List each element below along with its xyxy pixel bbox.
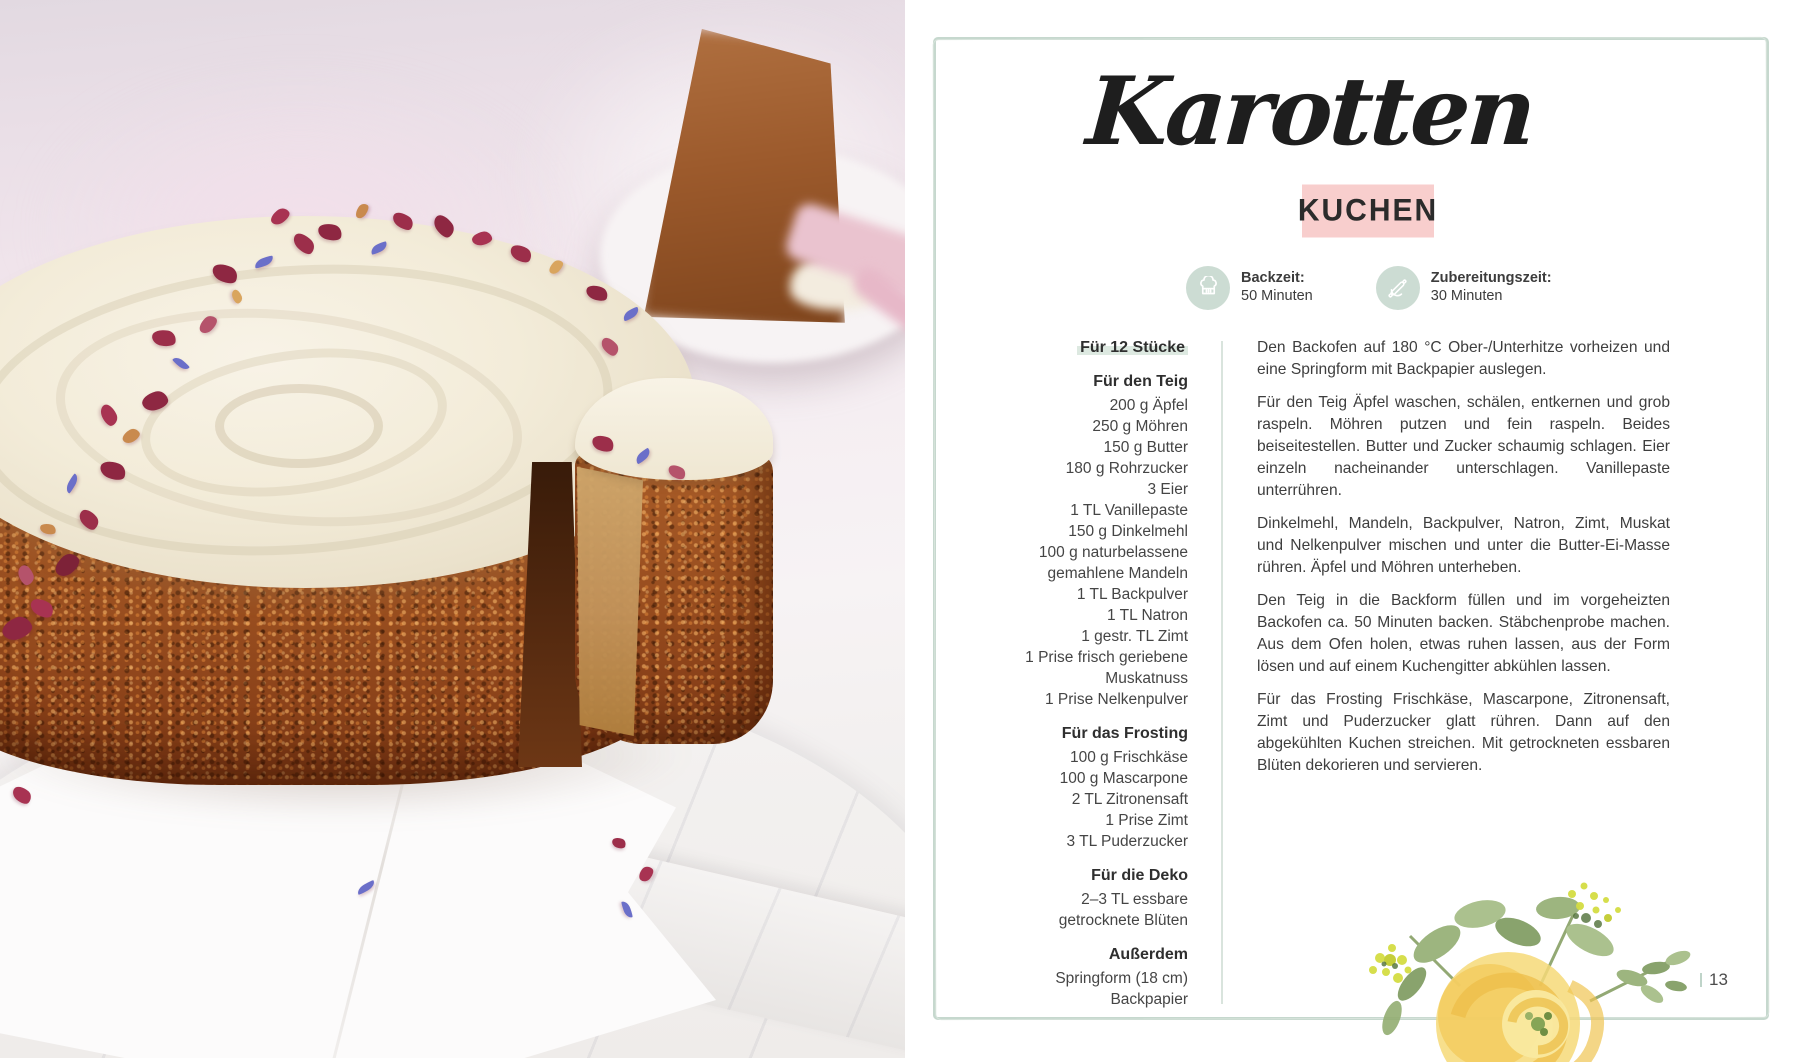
- ingredient-item: 200 g Äpfel: [1109, 397, 1188, 414]
- time-item: [1186, 266, 1313, 310]
- time-value: 30 Minuten: [1430, 288, 1503, 304]
- time-info-row: [1186, 266, 1646, 310]
- frosting-swirl: [215, 384, 383, 468]
- ingredient-item: 1 Prise Nelkenpulver: [1044, 691, 1188, 708]
- ingredient-group-heading: Für die Deko: [1091, 867, 1188, 884]
- ingredient-group-heading: Außerdem: [1108, 946, 1188, 963]
- time-value: 50 Minuten: [1241, 288, 1313, 304]
- ingredient-item: 1 TL Natron: [1107, 607, 1188, 624]
- instruction-paragraph: Dinkelmehl, Mandeln, Backpulver, Natron, Zimt, Muskat und Nelkenpulver mischen und unter die Butter-Ei-Masse rühren. Äpfel und Möhren unterheben.: [1257, 515, 1670, 576]
- watercolor-flower-illustration: [1340, 866, 1720, 1062]
- time-label: Backzeit:: [1241, 270, 1305, 286]
- ingredient-item: 1 gestr. TL Zimt: [1081, 628, 1188, 645]
- standing-cake-slice: [575, 378, 773, 750]
- ingredient-item: Springform (18 cm): [1055, 970, 1188, 987]
- ingredient-item: 100 g naturbelassene gemahlene Mandeln: [1038, 544, 1188, 582]
- ingredient-item: 100 g Frischkäse: [1069, 749, 1188, 766]
- time-item: [1376, 266, 1552, 310]
- ingredient-item: 3 TL Puderzucker: [1066, 833, 1188, 850]
- ingredient-item: 3 Eier: [1147, 481, 1188, 498]
- ingredient-group-heading: Für den Teig: [1093, 373, 1188, 390]
- ingredient-item: Backpapier: [1110, 991, 1188, 1008]
- instruction-paragraph: Den Backofen auf 180 °C Ober-/Unterhitze vorheizen und eine Springform mit Backpapier auslegen.: [1257, 339, 1670, 378]
- recipe-subtitle: KUCHEN: [1302, 185, 1434, 238]
- instructions-column: [1257, 337, 1670, 788]
- ingredient-item: 180 g Rohrzucker: [1065, 460, 1188, 477]
- page-number: 13: [1700, 970, 1728, 990]
- ingredient-item: 150 g Dinkelmehl: [1068, 523, 1188, 540]
- ingredient-item: 1 Prise Zimt: [1105, 812, 1188, 829]
- ingredient-group-heading: Für das Frosting: [1061, 725, 1188, 742]
- time-label: Zubereitungszeit:: [1430, 270, 1552, 286]
- page-number-divider: [1700, 973, 1702, 987]
- instruction-paragraph: Den Teig in die Backform füllen und im vorgeheizten Backofen ca. 50 Minuten backen. Stäbchenprobe machen. Aus dem Ofen holen, etwas ruhen lassen, aus der Form lösen und auf einem Kuchengitter abkühlen lassen.: [1257, 592, 1670, 675]
- ingredient-item: 2–3 TL essbare getrocknete Blüten: [1058, 891, 1188, 929]
- rolling-pin-icon: [1376, 266, 1420, 310]
- ingredients-column: [1000, 337, 1188, 1010]
- ingredient-item: 150 g Butter: [1103, 439, 1188, 456]
- chef-hat-icon: [1186, 266, 1230, 310]
- ingredient-item: 250 g Möhren: [1092, 418, 1188, 435]
- ingredient-item: 1 TL Vanillepaste: [1070, 502, 1188, 519]
- servings-label: Für 12 Stücke: [1000, 337, 1188, 358]
- slice-inner-face: [577, 464, 643, 736]
- instruction-paragraph: Für den Teig Äpfel waschen, schälen, entkernen und grob raspeln. Möhren putzen und fein raspeln. Beides beiseitestellen. Butter und Zucker schaumig schlagen. Eier einzeln nacheinander unterschlagen. Vanillepaste unterrühren.: [1257, 394, 1670, 499]
- instruction-paragraph: Für das Frosting Frischkäse, Mascarpone, Zitronensaft, Zimt und Puderzucker glatt rühren. Dann auf den abgekühlten Kuchen streichen. Mit getrockneten essbaren Blüten dekorieren und servieren.: [1257, 691, 1670, 774]
- ingredient-item: 1 Prise frisch geriebene Muskatnuss: [1025, 649, 1188, 687]
- ingredient-item: 100 g Mascarpone: [1059, 770, 1188, 787]
- recipe-title: Karotten: [1083, 57, 1537, 167]
- ingredient-item: 2 TL Zitronensaft: [1071, 791, 1188, 808]
- ingredient-item: 1 TL Backpulver: [1076, 586, 1188, 603]
- column-divider: [1221, 341, 1223, 1004]
